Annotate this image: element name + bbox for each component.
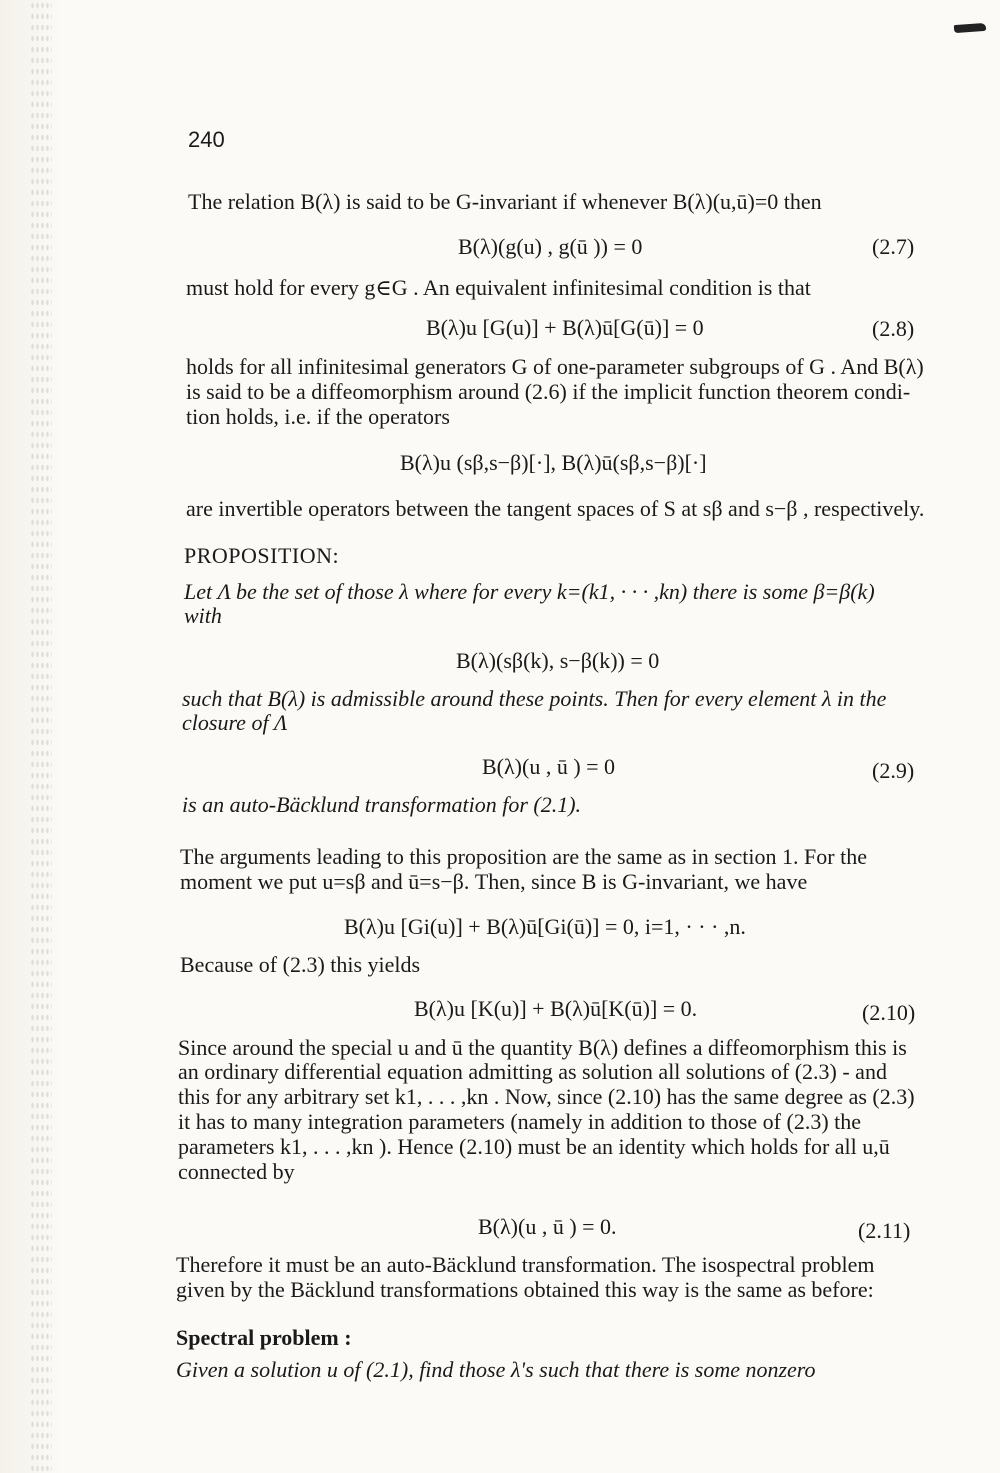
text-line: this for any arbitrary set k1, . . . ,kn . Now, since (2.10) has the same degree as (2.3) [178, 1084, 915, 1109]
text-line: holds for all infinitesimal generators G of one-parameter subgroups of G . And B(λ) [186, 354, 924, 379]
text-line: Therefore it must be an auto-Bäcklund transformation. The isospectral problem [176, 1252, 875, 1277]
corner-ink-mark [954, 23, 986, 33]
text-line: The arguments leading to this proposition are the same as in section 1. For the [180, 844, 867, 869]
spectral-problem-heading: Spectral problem : [176, 1325, 352, 1350]
text-line: an ordinary differential equation admitting as solution all solutions of (2.3) - and [178, 1059, 887, 1084]
text-line: moment we put u=sβ and ū=s−β. Then, since B is G-invariant, we have [180, 869, 808, 894]
text-line: must hold for every g∈G . An equivalent infinitesimal condition is that [186, 275, 811, 300]
text-line: connected by [178, 1159, 295, 1184]
page-number: 240 [188, 127, 225, 152]
equation-number: (2.11) [858, 1218, 911, 1243]
proposition-line: with [184, 603, 222, 628]
equation-number: (2.9) [872, 758, 915, 783]
proposition-line: closure of Λ [182, 710, 288, 735]
equation-2-8: B(λ)u [G(u)] + B(λ)ū[G(ū)] = 0 [426, 315, 704, 340]
text-line: it has to many integration parameters (namely in addition to those of (2.3) the [178, 1109, 862, 1134]
binding-noise [30, 0, 52, 1473]
equation-2-11: B(λ)(u , ū ) = 0. [478, 1214, 617, 1239]
generator-equation: B(λ)u [Gi(u)] + B(λ)ū[Gi(ū)] = 0, i=1, · · · ,n. [344, 914, 746, 939]
text-line: The relation B(λ) is said to be G-invariant if whenever B(λ)(u,ū)=0 then [188, 189, 822, 214]
text-line: are invertible operators between the tangent spaces of S at sβ and s−β , respectively. [186, 496, 925, 521]
text-line: tion holds, i.e. if the operators [186, 404, 450, 429]
equation-number: (2.7) [872, 234, 915, 259]
equation-2-10: B(λ)u [K(u)] + B(λ)ū[K(ū)] = 0. [414, 996, 698, 1021]
equation-2-9: B(λ)(u , ū ) = 0 [482, 754, 616, 779]
text-line: given by the Bäcklund transformations obtained this way is the same as before: [176, 1277, 874, 1302]
binding-gutter [0, 0, 62, 1473]
text-line: Because of (2.3) this yields [180, 952, 421, 977]
proposition-line: is an auto-Bäcklund transformation for (2.1). [182, 792, 582, 817]
proposition-line: Let Λ be the set of those λ where for every k=(k1, · · · ,kn) there is some β=β(k) [184, 579, 875, 604]
equation-number: (2.10) [862, 1000, 916, 1025]
proposition-heading: PROPOSITION: [184, 543, 340, 568]
equation-number: (2.8) [872, 316, 915, 341]
text-line: parameters k1, . . . ,kn ). Hence (2.10) must be an identity which holds for all u,ū [178, 1134, 890, 1159]
operators-line: B(λ)u (sβ,s−β)[·], B(λ)ū(sβ,s−β)[·] [400, 450, 707, 475]
proposition-equation: B(λ)(sβ(k), s−β(k)) = 0 [456, 648, 660, 673]
proposition-line: such that B(λ) is admissible around these points. Then for every element λ in the [182, 686, 887, 711]
equation-2-7: B(λ)(g(u) , g(ū )) = 0 [458, 234, 643, 259]
spectral-problem-line: Given a solution u of (2.1), find those λ's such that there is some nonzero [176, 1357, 816, 1382]
text-line: is said to be a diffeomorphism around (2.6) if the implicit function theorem condi- [186, 379, 911, 404]
text-line: Since around the special u and ū the quantity B(λ) defines a diffeomorphism this is [178, 1035, 907, 1060]
